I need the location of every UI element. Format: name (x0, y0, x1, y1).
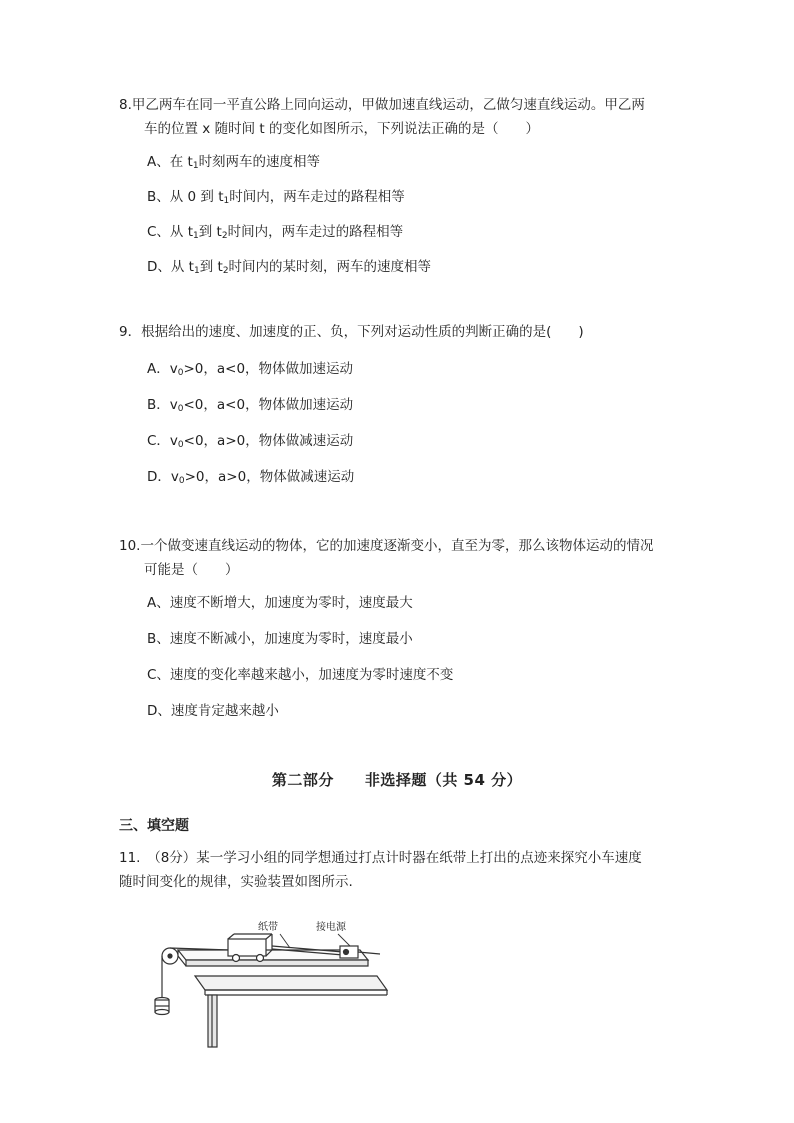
question-9-stem: 9．根据给出的速度、加速度的正、负，下列对运动性质的判断正确的是( ) (119, 324, 584, 340)
q8-option-a: A、在 $t_1$时刻两车的速度相等 (147, 154, 321, 171)
tape-label: 纸带 (258, 922, 278, 933)
q8-stem-line1: 8.甲乙两车在同一平直公路上同向运动，甲做加速直线运动，乙做匀速直线运动。甲乙两 (119, 97, 645, 113)
q11-line2: 随时间变化的规律，实验装置如图所示. (119, 874, 353, 890)
q10-stem-line1: 10.一个做变速直线运动的物体，它的加速度逐渐变小，直至为零，那么该物体运动的情况 (119, 538, 654, 554)
q11-line1: 11. （8分）某一学习小组的同学想通过打点计时器在纸带上打出的点迹来探究小车速度 (119, 850, 642, 866)
q8-option-c: C、从 $t_1$到 $t_2$时间内，两车走过的路程相等 (147, 224, 404, 241)
q8-option-b: B、从 0 到 $t_1$时间内，两车走过的路程相等 (147, 189, 405, 206)
table-top (195, 976, 387, 990)
section-3-title: 三、填空题 (119, 818, 189, 834)
power-label: 接电源 (316, 922, 346, 933)
question-10-stem (119, 534, 689, 582)
q10-option-a: A、速度不断增大，加速度为零时，速度最大 (147, 595, 413, 611)
q9-option-a: A．$v_0>0$，a<0，物体做加速运动 (147, 361, 354, 378)
question-8-stem (119, 93, 689, 141)
apparatus-figure (150, 912, 395, 1052)
cart-wheel (233, 955, 240, 962)
cart-wheel (257, 955, 264, 962)
q9-option-c: C．$v_0<0$，a>0，物体做减速运动 (147, 433, 354, 450)
q10-option-d: D、速度肯定越来越小 (147, 703, 279, 719)
q10-option-b: B、速度不断减小，加速度为零时，速度最小 (147, 631, 413, 647)
question-11-stem (119, 846, 689, 894)
q8-option-d: D、从 $t_1$到 $t_2$时间内的某时刻，两车的速度相等 (147, 259, 432, 276)
q9-option-d: D．$v_0>0$，a>0，物体做减速运动 (147, 469, 355, 486)
apparatus-diagram (150, 912, 395, 1052)
part-2-title: 第二部分 非选择题（共 54 分） (271, 771, 523, 789)
q10-option-c: C、速度的变化率越来越小，加速度为零时速度不变 (147, 667, 454, 683)
q9-option-b: B．$v_0<0$，a<0，物体做加速运动 (147, 397, 354, 414)
cart (228, 939, 266, 956)
q10-stem-line2: 可能是（ ） (144, 562, 239, 578)
q8-stem-line2: 车的位置 x 随时间 t 的变化如图所示，下列说法正确的是（ ） (144, 121, 539, 137)
